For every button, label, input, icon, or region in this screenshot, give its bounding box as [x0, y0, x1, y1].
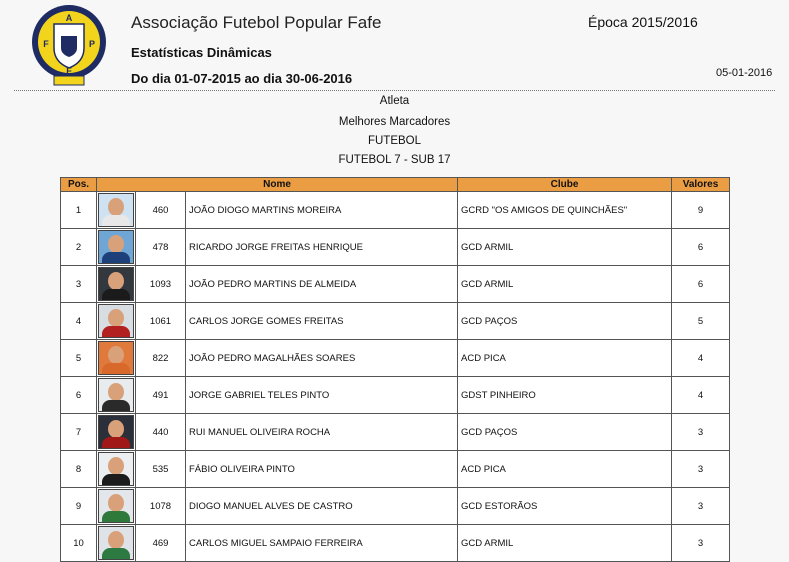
player-id-cell: 440 [136, 414, 186, 451]
organization-name: Associação Futebol Popular Fafe [131, 13, 382, 32]
position-cell: 9 [61, 488, 97, 525]
player-photo [98, 341, 134, 375]
table-row [61, 525, 730, 562]
report-type: Melhores Marcadores [338, 116, 451, 128]
table-row [61, 488, 730, 525]
photo-shirt [102, 289, 130, 301]
photo-shirt [102, 363, 130, 375]
photo-face [108, 420, 124, 438]
header-values: Valores [672, 178, 730, 192]
player-photo [98, 415, 134, 449]
club-cell: GCD ARMIL [458, 525, 672, 562]
photo-face [108, 494, 124, 512]
player-name-cell: DIOGO MANUEL ALVES DE CASTRO [186, 488, 458, 525]
photo-face [108, 383, 124, 401]
header-club: Clube [458, 178, 672, 192]
position-cell: 10 [61, 525, 97, 562]
player-photo [98, 230, 134, 264]
svg-text:F: F [66, 66, 72, 76]
club-cell: ACD PICA [458, 340, 672, 377]
association-logo [30, 2, 108, 88]
value-cell: 6 [672, 229, 730, 266]
photo-shirt [102, 326, 130, 338]
table-row [61, 414, 730, 451]
table-header-row [61, 178, 730, 192]
value-cell: 6 [672, 266, 730, 303]
player-photo [98, 267, 134, 301]
table-row [61, 303, 730, 340]
player-id-cell: 1093 [136, 266, 186, 303]
photo-face [108, 198, 124, 216]
report-period: Do dia 01-07-2015 ao dia 30-06-2016 [131, 71, 353, 86]
player-name-cell: JOÃO PEDRO MARTINS DE ALMEIDA [186, 266, 458, 303]
position-cell: 8 [61, 451, 97, 488]
player-photo [98, 378, 134, 412]
player-photo-cell [97, 229, 136, 266]
photo-face [108, 235, 124, 253]
top-scorers-table [60, 177, 730, 562]
photo-shirt [102, 437, 130, 449]
photo-face [108, 346, 124, 364]
header-name: Nome [97, 178, 458, 192]
player-photo-cell [97, 377, 136, 414]
player-photo [98, 193, 134, 227]
player-photo-cell [97, 451, 136, 488]
table-row [61, 229, 730, 266]
value-cell: 4 [672, 340, 730, 377]
player-id-cell: 1061 [136, 303, 186, 340]
print-date: 05-01-2016 [716, 67, 773, 79]
report-subtitle: Estatísticas Dinâmicas [131, 45, 272, 60]
photo-face [108, 272, 124, 290]
position-cell: 2 [61, 229, 97, 266]
player-photo-cell [97, 266, 136, 303]
photo-face [108, 531, 124, 549]
value-cell: 4 [672, 377, 730, 414]
player-photo [98, 452, 134, 486]
club-cell: GCD PAÇOS [458, 414, 672, 451]
season-label: Época 2015/2016 [588, 14, 698, 30]
photo-shirt [102, 252, 130, 264]
club-cell: GCD ARMIL [458, 229, 672, 266]
photo-face [108, 457, 124, 475]
value-cell: 9 [672, 192, 730, 229]
svg-text:F: F [43, 39, 49, 49]
photo-shirt [102, 511, 130, 523]
player-name-cell: RICARDO JORGE FREITAS HENRIQUE [186, 229, 458, 266]
player-id-cell: 1078 [136, 488, 186, 525]
photo-shirt [102, 474, 130, 486]
position-cell: 3 [61, 266, 97, 303]
player-id-cell: 491 [136, 377, 186, 414]
player-id-cell: 469 [136, 525, 186, 562]
table-row [61, 340, 730, 377]
player-photo [98, 526, 134, 560]
photo-shirt [102, 548, 130, 560]
player-name-cell: JOÃO PEDRO MAGALHÃES SOARES [186, 340, 458, 377]
position-cell: 1 [61, 192, 97, 229]
player-photo-cell [97, 414, 136, 451]
player-photo-cell [97, 525, 136, 562]
player-name-cell: RUI MANUEL OLIVEIRA ROCHA [186, 414, 458, 451]
club-cell: GCD PAÇOS [458, 303, 672, 340]
table-row [61, 377, 730, 414]
player-photo-cell [97, 488, 136, 525]
club-cell: ACD PICA [458, 451, 672, 488]
player-id-cell: 460 [136, 192, 186, 229]
position-cell: 5 [61, 340, 97, 377]
value-cell: 3 [672, 451, 730, 488]
photo-shirt [102, 400, 130, 412]
report-sport: FUTEBOL [367, 135, 422, 147]
header-pos: Pos. [61, 178, 97, 192]
player-photo-cell [97, 340, 136, 377]
club-cell: GCD ESTORÃOS [458, 488, 672, 525]
svg-text:A: A [65, 13, 73, 23]
player-photo-cell [97, 192, 136, 229]
value-cell: 3 [672, 488, 730, 525]
club-cell: GDST PINHEIRO [458, 377, 672, 414]
value-cell: 3 [672, 414, 730, 451]
player-name-cell: CARLOS JORGE GOMES FREITAS [186, 303, 458, 340]
position-cell: 6 [61, 377, 97, 414]
club-cell: GCD ARMIL [458, 266, 672, 303]
club-cell: GCRD "OS AMIGOS DE QUINCHÃES" [458, 192, 672, 229]
player-name-cell: FÁBIO OLIVEIRA PINTO [186, 451, 458, 488]
player-photo [98, 489, 134, 523]
player-name-cell: CARLOS MIGUEL SAMPAIO FERREIRA [186, 525, 458, 562]
player-name-cell: JOÃO DIOGO MARTINS MOREIRA [186, 192, 458, 229]
player-id-cell: 535 [136, 451, 186, 488]
value-cell: 5 [672, 303, 730, 340]
player-name-cell: JORGE GABRIEL TELES PINTO [186, 377, 458, 414]
player-id-cell: 478 [136, 229, 186, 266]
player-id-cell: 822 [136, 340, 186, 377]
report-category: Atleta [379, 95, 410, 107]
report-competition: FUTEBOL 7 - SUB 17 [338, 154, 451, 166]
player-photo-cell [97, 303, 136, 340]
photo-shirt [102, 215, 130, 227]
position-cell: 4 [61, 303, 97, 340]
table-row [61, 451, 730, 488]
svg-text:P: P [88, 39, 96, 49]
header-divider [14, 90, 775, 91]
table-row [61, 266, 730, 303]
photo-face [108, 309, 124, 327]
player-photo [98, 304, 134, 338]
position-cell: 7 [61, 414, 97, 451]
table-row [61, 192, 730, 229]
value-cell: 3 [672, 525, 730, 562]
